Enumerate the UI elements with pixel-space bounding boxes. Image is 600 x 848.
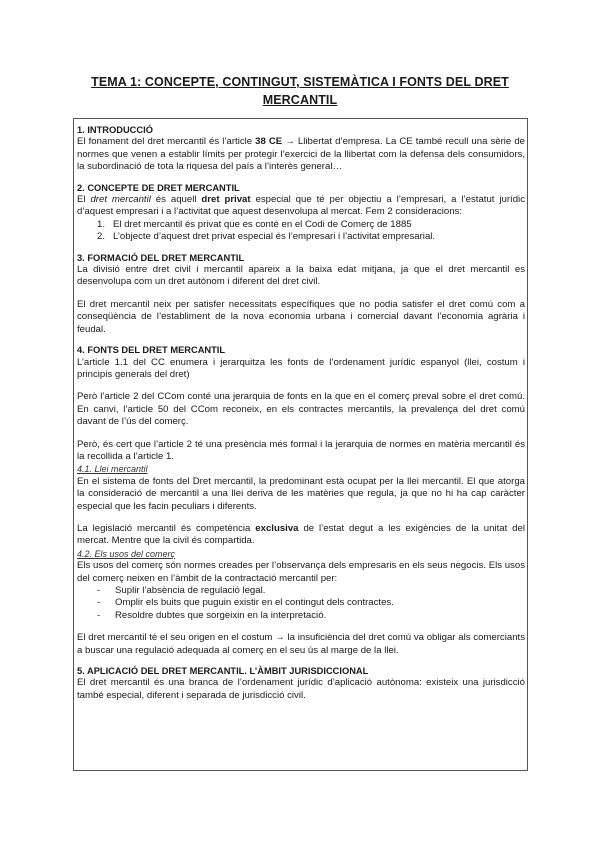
- list-number: 1.: [97, 218, 106, 230]
- bold-run: dret privat: [201, 194, 251, 206]
- text-run: és aquell: [150, 194, 202, 206]
- text-run: especial que té per objectiu a l’empresari, a l’estatut jurídic d’aquest empresari i a l’activitat que aquest desenvolupa al mercat. Fem 2 consideracions:: [77, 194, 525, 218]
- section-heading: 4. FONTS DEL DRET MERCANTIL: [77, 345, 226, 356]
- list-item: [77, 585, 525, 597]
- section-heading: 5. APLICACIÓ DEL DRET MERCANTIL. L’ÀMBIT JURISDICCIONAL: [77, 666, 369, 677]
- section-fonts: [77, 344, 525, 657]
- document-body: [77, 124, 525, 710]
- title-line-1: TEMA 1: CONCEPTE, CONTINGUT, SISTEMÀTICA I FONTS DEL DRET: [91, 75, 509, 89]
- list-item: [77, 231, 525, 243]
- paragraph: Però, és cert que l’article 2 té una presència més formal i la jerarquia de normes en matèria mercantil és la recollida a l’article 1.: [77, 438, 525, 462]
- text-run: → Llibertat d’empresa. La CE també recull una sèrie de normes que venen a establir límits per protegir l’exercici de la llibertat com la defensa dels consumidors, la subordinació de tota la riquesa del país a l’interès general…: [77, 136, 525, 173]
- list-text: El dret mercantil és privat que es conté en el Codi de Comerç de 1885: [113, 218, 412, 230]
- numbered-list: [77, 219, 525, 244]
- section-aplicacio: [77, 665, 525, 702]
- subsection-heading: 4.1. Llei mercantil: [77, 464, 148, 475]
- paragraph: El dret mercantil és una branca de l’ordenament jurídic d’aplicació autònoma: existeix una jurisdicció també especial, diferent i separada de jurisdicció civil.: [77, 677, 525, 701]
- paragraph: En el sistema de fonts del Dret mercantil, la predominant està ocupat per la llei mercantil. El que atorga la consideració de mercantil a una llei deriva de les matèries que regula, ja que no hi ha cap caràcter especial que les facin peculiars i diferents.: [77, 475, 525, 512]
- list-text: L’objecte d’aquest dret privat especial és l’empresari i l’activitat empresarial.: [113, 231, 436, 243]
- list-dash: -: [97, 597, 101, 609]
- text-run: La legislació mercantil és competència: [77, 522, 256, 534]
- section-concepte: [77, 182, 525, 244]
- list-item: [77, 219, 525, 231]
- subsection-heading: 4.2. Els usos del comerç: [77, 548, 176, 559]
- italic-run: dret mercantil: [90, 194, 151, 206]
- paragraph: [77, 523, 525, 548]
- list-item: [77, 610, 525, 622]
- text-run: El: [77, 194, 91, 206]
- section-formacio: [77, 252, 525, 336]
- page-title: [60, 73, 540, 109]
- list-item: [77, 597, 525, 609]
- list-number: 2.: [97, 231, 106, 243]
- list-text: Suplir l’absència de regulació legal.: [115, 585, 266, 596]
- list-dash: -: [97, 585, 101, 596]
- section-introduccio: [77, 124, 525, 174]
- paragraph: Però l’article 2 del CCom conté una jerarquia de fonts en la que en el comerç preval sobre el dret comú. En canvi, l’article 50 del CCom reconeix, en els contractes mercantils, la prevalença del dret comú davant de l’ús del comerç.: [77, 391, 525, 428]
- text-run: de l’estat degut a les exigències de la unitat del mercat. Mentre que la civil és compartida.: [77, 522, 525, 547]
- bold-run: 38 CE: [255, 136, 283, 148]
- paragraph: L’article 1.1 del CC enumera i jerarquitza les fonts de l’ordenament jurídic espanyol (llei, costum i principis generals del dret): [77, 356, 525, 380]
- text-run: El fonament del dret mercantil és l’article: [77, 136, 256, 148]
- section-heading: 2. CONCEPTE DE DRET MERCANTIL: [77, 182, 240, 193]
- bold-run: exclusiva: [255, 522, 299, 534]
- paragraph: Els usos del comerç són normes creades per l’observança dels empresaris en els seus negocis. Els usos del comerç neixen en l’àmbit de la contractació mercantil per:: [77, 560, 525, 584]
- dash-list: [77, 585, 525, 622]
- list-text: Omplir els buits que puguin existir en el contingut dels contractes.: [115, 597, 394, 609]
- paragraph: La divisió entre dret civil i mercantil apareix a la baixa edat mitjana, ja que el dret mercantil es desenvolupa com un dret autònom i diferent del dret civil.: [77, 264, 525, 288]
- paragraph: El dret mercantil té el seu origen en el costum → la insuficiència del dret comú va obligar als comerciants a buscar una regulació adequada al comerç en el seu ús al marge de la llei.: [77, 632, 525, 656]
- list-dash: -: [97, 609, 101, 621]
- paragraph: El dret mercantil neix per satisfer necessitats específiques que no podia satisfer el dret comú com a conseqüència de l’establiment de la nova economia urbana i comercial davant l’economia agrària i feudal.: [77, 298, 525, 335]
- title-line-2: MERCANTIL: [262, 93, 338, 107]
- section-heading: 3. FORMACIÓ DEL DRET MERCANTIL: [77, 252, 245, 263]
- paragraph: [77, 194, 525, 219]
- list-text: Resoldre dubtes que sorgeixin en la interpretació.: [115, 609, 327, 621]
- paragraph: [77, 136, 525, 173]
- section-heading: 1. INTRODUCCIÓ: [77, 125, 153, 135]
